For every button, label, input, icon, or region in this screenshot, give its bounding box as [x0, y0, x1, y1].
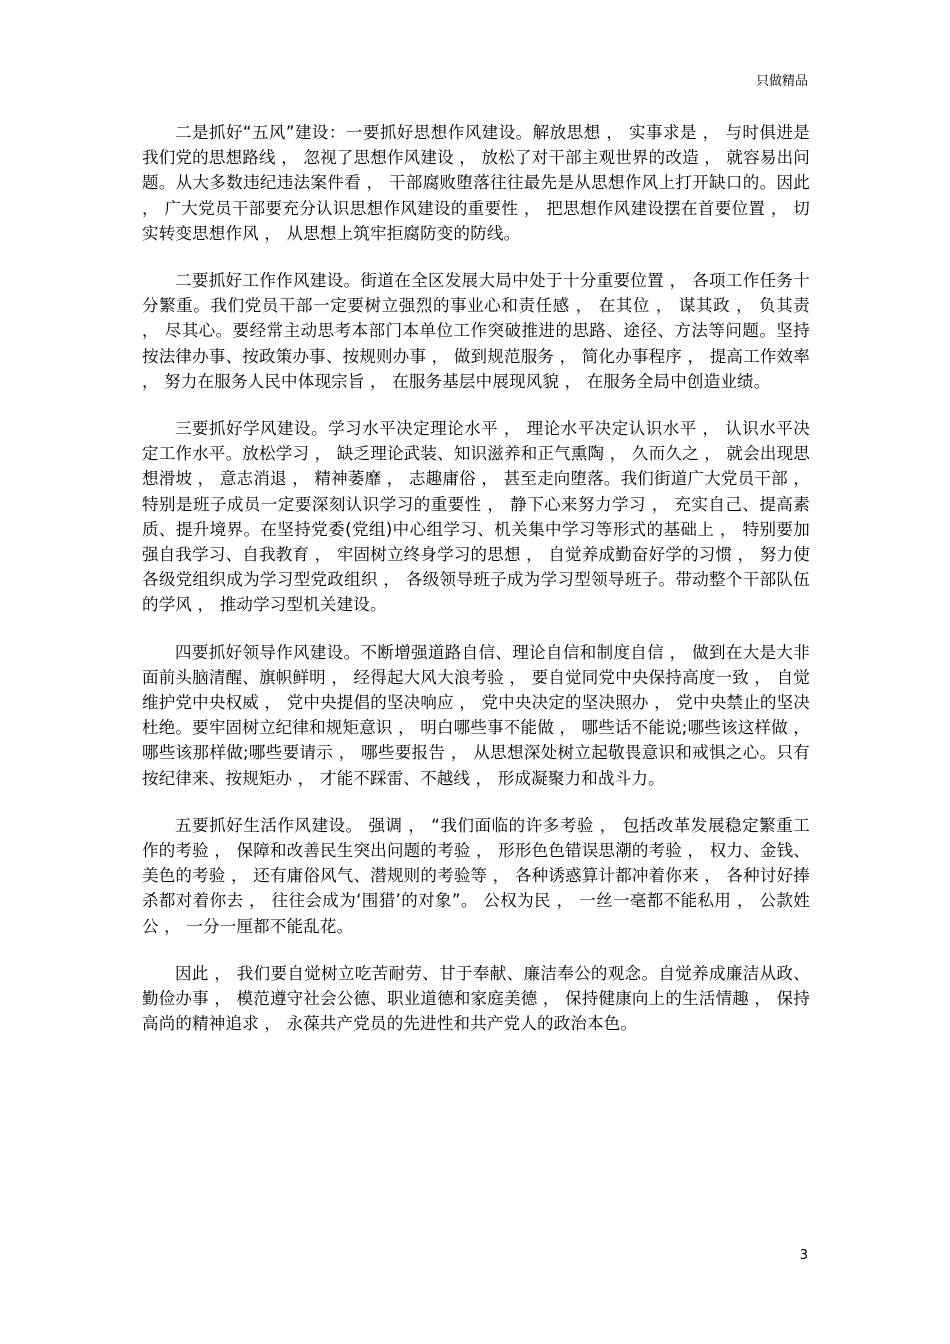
paragraph-study-style: 三要抓好学风建设。学习水平决定理论水平 ， 理论水平决定认识水平 ， 认识水平决定工作水平。放松学习 ， 缺乏理论武装、知识滋养和正气熏陶 ， 久而久之 ， 就会出现思想滑坡 ， 意志消退 ， 精神萎靡 ， 志趣庸俗 ， 甚至走向堕落。我们街道广大党员干部 ， 特别是班子成员一定要深刻认识学习的重要性 ， 静下心来努力学习 ， 充实自己、提高素质、提升境界。在坚持党委(党组)中心组学习、机关集中学习等形式的基础上 ， 特别要加强自我学习、自我教育 ， 牢固树立终身学习的思想 ， 自觉养成勤奋好学的习惯 ， 努力使各级党组织成为学习型党政组织 ， 各级领导班子成为学习型领导班子。带动整个干部队伍的学风 ， 推动学习型机关建设。	[142, 419, 810, 615]
paragraph-conclusion: 因此 ， 我们要自觉树立吃苦耐劳、甘于奉献、廉洁奉公的观念。自觉养成廉洁从政、勤俭办事 ， 模范遵守社会公德、职业道德和家庭美德 ， 保持健康向上的生活情趣 ， 保持高尚的精神追求 ， 永葆共产党员的先进性和共产党人的政治本色。	[142, 963, 810, 1034]
paragraph-leadership-style: 四要抓好领导作风建设。不断增强道路自信、理论自信和制度自信 ， 做到在大是大非面前头脑清醒、旗帜鲜明 ， 经得起大风大浪考验 ， 要自觉同党中央保持高度一致 ， 自觉维护党中央权威 ， 党中央提倡的坚决响应 ， 党中央决定的坚决照办 ， 党中央禁止的坚决杜绝。要牢固树立纪律和规矩意识 ， 明白哪些事不能做 ， 哪些话不能说;哪些该这样做 ， 哪些该那样做;哪些要请示 ， 哪些要报告 ， 从思想深处树立起敬畏意识和戒惧之心。只有按纪律来、按规矩办 ， 才能不踩雷、不越线 ， 形成凝聚力和战斗力。	[142, 642, 810, 788]
page-number: 3	[799, 1248, 808, 1263]
paragraph-life-style: 五要抓好生活作风建设。 强调 ， “我们面临的许多考验 ， 包括改革发展稳定繁重工作的考验 ， 保障和改善民生突出问题的考验 ， 形形色色错误思潮的考验 ， 权力、金钱、美色的考验 ， 还有庸俗风气、潜规则的考验等 ， 各种诱惑算计都冲着你来 ， 各种讨好捧杀都对着你去 ， 往往会成为‘围猎’的对象”。 公权为民 ， 一丝一毫都不能私用 ， 公款姓公 ， 一分一厘都不能乱花。	[142, 815, 810, 936]
paragraph-work-style: 二要抓好工作作风建设。街道在全区发展大局中处于十分重要位置 ， 各项工作任务十分繁重。我们党员干部一定要树立强烈的事业心和责任感 ， 在其位 ， 谋其政 ， 负其责 ， 尽其心。要经常主动思考本部门本单位工作突破推进的思路、途径、方法等问题。坚持按法律办事、按政策办事、按规则办事 ， 做到规范服务 ， 简化办事程序 ， 提高工作效率 ， 努力在服务人民中体现宗旨 ， 在服务基层中展现风貌 ， 在服务全局中创造业绩。	[142, 271, 810, 391]
paragraph-five-styles: 二是抓好“五风”建设：一要抓好思想作风建设。解放思想 ， 实事求是 ， 与时俱进是我们党的思想路线 ， 忽视了思想作风建设 ， 放松了对干部主观世界的改造 ， 就容易出问题。从大多数违纪违法案件看 ， 干部腐败堕落往往最先是从思想作风上打开缺口的。因此 ， 广大党员干部要充分认识思想作风建设的重要性 ， 把思想作风建设摆在首要位置 ， 切实转变思想作风 ， 从思想上筑牢拒腐防变的防线。	[142, 123, 810, 243]
document-body	[142, 120, 810, 1059]
page-header: 只做精品	[755, 74, 808, 89]
